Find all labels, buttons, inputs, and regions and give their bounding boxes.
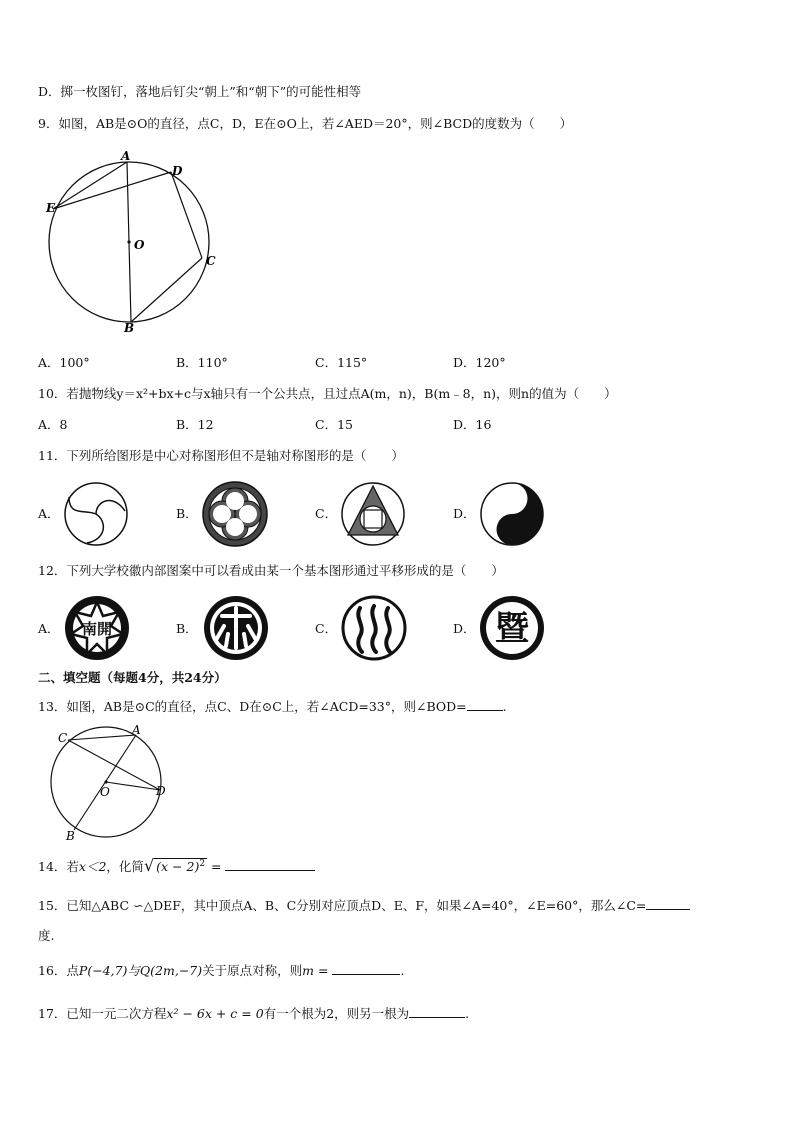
q17-prefix: 17．已知一元二次方程 — [38, 1006, 167, 1021]
q10-option-c: C．15 — [315, 417, 353, 432]
q9-option-b: B．110° — [176, 355, 228, 370]
q13-label-d: D — [156, 784, 166, 798]
q9-segment-ea — [53, 162, 127, 209]
q14-answer-blank[interactable] — [225, 858, 315, 871]
q11-option-a-label: A． — [38, 506, 60, 521]
q9-figure — [40, 148, 230, 338]
q16-prefix: 16．点 — [38, 963, 79, 978]
q13-answer-blank[interactable] — [467, 698, 503, 711]
q9-segment-ed — [53, 172, 171, 209]
q13-figure — [48, 722, 178, 844]
q13-label-b: B — [66, 829, 75, 843]
q9-option-d: D．120° — [453, 355, 506, 370]
q8-option-d: D．掷一枚图钉，落地后钉尖“朝上”和“朝下”的可能性相等 — [38, 84, 362, 99]
q17-stem — [38, 1005, 469, 1022]
q14-expr: (x − 2) — [156, 859, 200, 875]
q9-option-c: C．115° — [315, 355, 368, 370]
q11-figure-b — [201, 480, 269, 548]
q14-condition: x＜2 — [78, 859, 107, 875]
q15-line2: 度. — [38, 928, 55, 943]
q11-option-c-label: C． — [315, 506, 338, 521]
q9-label-b: B — [124, 321, 135, 335]
q16-suffix: . — [400, 963, 405, 978]
q13-label-o: O — [100, 785, 110, 799]
q12-emblem-d — [478, 594, 546, 662]
q12-emblem-a-chars: 南開 — [81, 620, 113, 638]
q11-option-b-label: B． — [176, 506, 198, 521]
section-2-title: 二、填空题（每题4分，共24分） — [38, 670, 227, 685]
q13-label-a: A — [132, 723, 141, 737]
q17-answer-blank[interactable] — [409, 1005, 465, 1018]
q16-eq: = — [314, 963, 333, 978]
q10-option-d: D．16 — [453, 417, 492, 432]
q11-figure-c — [340, 481, 406, 547]
q15-stem-prefix: 15．已知△ABC ∽△DEF，其中顶点A、B、C分别对应顶点D、E、F，如果∠A=40°，∠E=60°，那么∠C= — [38, 898, 647, 913]
q13-stem-suffix: . — [502, 699, 507, 714]
q15-answer-blank[interactable] — [646, 897, 690, 910]
q17-mid: 有一个根为 — [263, 1006, 327, 1021]
q11-option-d-label: D． — [453, 506, 476, 521]
q17-expr: x² − 6x + c = 0 — [166, 1006, 264, 1021]
q13-segment-cd — [68, 740, 160, 790]
q9-label-c: C — [206, 254, 216, 268]
q17-suffix2: ，则另一根为 — [334, 1006, 410, 1021]
q9-label-d: D — [172, 164, 183, 178]
q14-sqrt-sign: √ — [143, 856, 155, 876]
q9-label-o: O — [134, 238, 145, 252]
q16-answer-blank[interactable] — [332, 962, 400, 975]
q12-emblem-b — [202, 594, 270, 662]
q13-label-c: C — [58, 731, 68, 745]
q11-figure-d — [479, 481, 545, 547]
q11-stem: 11．下列所给图形是中心对称图形但不是轴对称图形的是（ ） — [38, 448, 404, 463]
q9-center-dot — [127, 240, 130, 243]
q16-expr: P(−4,7)与Q(2m,−7) — [78, 963, 203, 978]
q10-stem: 10．若抛物线y＝x²+bx+c与x轴只有一个公共点，且过点A(m，n)，B(m﹣8，n)，则n的值为（ ） — [38, 386, 617, 401]
q13-center-dot — [104, 780, 107, 783]
q9-label-a: A — [121, 149, 131, 163]
q12-option-d-label: D． — [453, 621, 476, 636]
q9-label-e: E — [46, 201, 56, 215]
q16-mid: 关于原点对称，则 — [202, 963, 303, 978]
q16-var: m — [302, 963, 315, 978]
q17-end: . — [465, 1006, 470, 1021]
q14-radicand — [154, 858, 207, 874]
q14-stem — [38, 856, 315, 876]
q16-stem — [38, 962, 404, 979]
q12-emblem-a — [63, 594, 131, 662]
q12-emblem-d-char: 暨 — [495, 609, 529, 649]
q13-stem — [38, 698, 507, 715]
q12-emblem-c — [340, 594, 408, 662]
q10-option-a: A．8 — [38, 417, 68, 432]
q12-stem: 12．下列大学校徽内部图案中可以看成由某一个基本图形通过平移形成的是（ ） — [38, 563, 504, 578]
q14-prefix: 14．若 — [38, 859, 79, 875]
q13-segment-ca — [68, 735, 136, 740]
q11-figure-a — [63, 481, 129, 547]
q13-stem-prefix: 13．如图，AB是⊙C的直径，点C、D在⊙C上，若∠ACD=33°，则∠BOD= — [38, 699, 467, 714]
q12-option-a-label: A． — [38, 621, 60, 636]
q12-option-b-label: B． — [176, 621, 198, 636]
q17-num: 2 — [326, 1006, 335, 1021]
q10-option-b: B．12 — [176, 417, 214, 432]
q14-exponent: 2 — [199, 859, 206, 869]
q9-option-a: A．100° — [38, 355, 90, 370]
q9-stem: 9．如图，AB是⊙O的直径，点C，D，E在⊙O上，若∠AED＝20°，则∠BCD的度数为（ ） — [38, 116, 573, 131]
q15-stem — [38, 897, 690, 914]
q14-mid: ，化简 — [106, 859, 144, 875]
q12-option-c-label: C． — [315, 621, 338, 636]
q9-segment-dc — [171, 172, 202, 258]
q14-equals: = — [207, 859, 226, 875]
